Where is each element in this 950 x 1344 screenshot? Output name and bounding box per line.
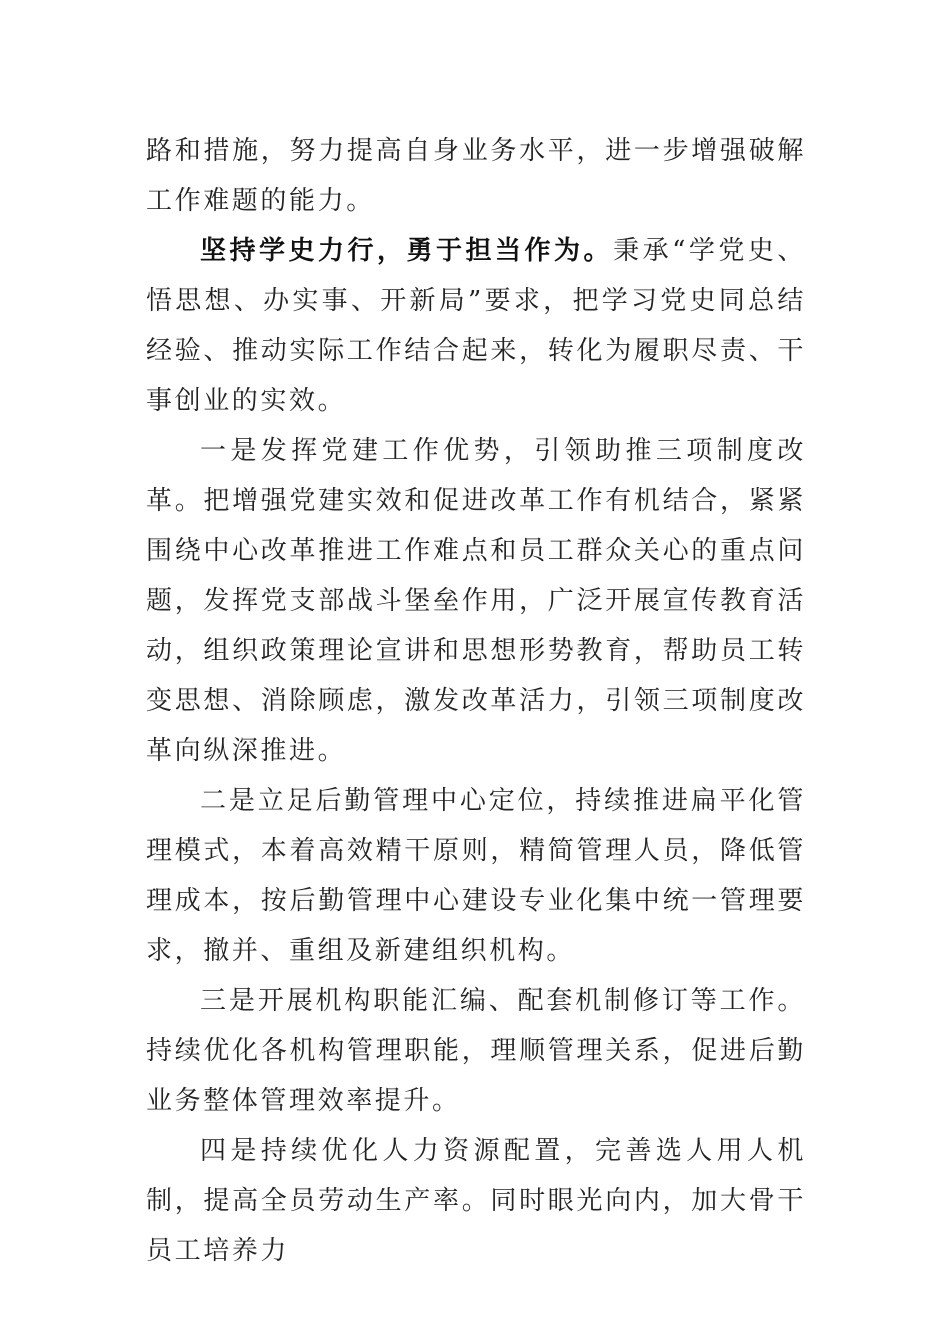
paragraph-4-text: 二是立足后勤管理中心定位，持续推进扁平化管理模式，本着高效精干原则，精简管理人员，降低管理成本，按后勤管理中心建设专业化集中统一管理要求，撤并、重组及新建组织机构。: [146, 786, 806, 966]
paragraph-1-text: 路和措施，努力提高自身业务水平，进一步增强破解工作难题的能力。: [146, 136, 806, 216]
paragraph-3: [146, 426, 806, 776]
paragraph-4: [146, 776, 806, 976]
paragraph-2: [146, 226, 806, 426]
paragraph-6: [146, 1126, 806, 1276]
paragraph-6-text: 四是持续优化人力资源配置，完善选人用人机制，提高全员劳动生产率。同时眼光向内，加大骨干员工培养力: [146, 1136, 806, 1266]
paragraph-5: [146, 976, 806, 1126]
paragraph-2-lead: 坚持学史力行，勇于担当作为。: [200, 236, 614, 266]
paragraph-3-text: 一是发挥党建工作优势，引领助推三项制度改革。把增强党建实效和促进改革工作有机结合，紧紧围绕中心改革推进工作难点和员工群众关心的重点问题，发挥党支部战斗堡垒作用，广泛开展宣传教育活动，组织政策理论宣讲和思想形势教育，帮助员工转变思想、消除顾虑，激发改革活力，引领三项制度改革向纵深推进。: [146, 436, 806, 766]
paragraph-5-text: 三是开展机构职能汇编、配套机制修订等工作。持续优化各机构管理职能，理顺管理关系，促进后勤业务整体管理效率提升。: [146, 986, 806, 1116]
paragraph-2-text: 秉承“学党史、悟思想、办实事、开新局”要求，把学习党史同总结经验、推动实际工作结合起来，转化为履职尽责、干事创业的实效。: [146, 236, 806, 416]
paragraph-1: [146, 126, 806, 226]
document-body: [146, 126, 806, 1276]
